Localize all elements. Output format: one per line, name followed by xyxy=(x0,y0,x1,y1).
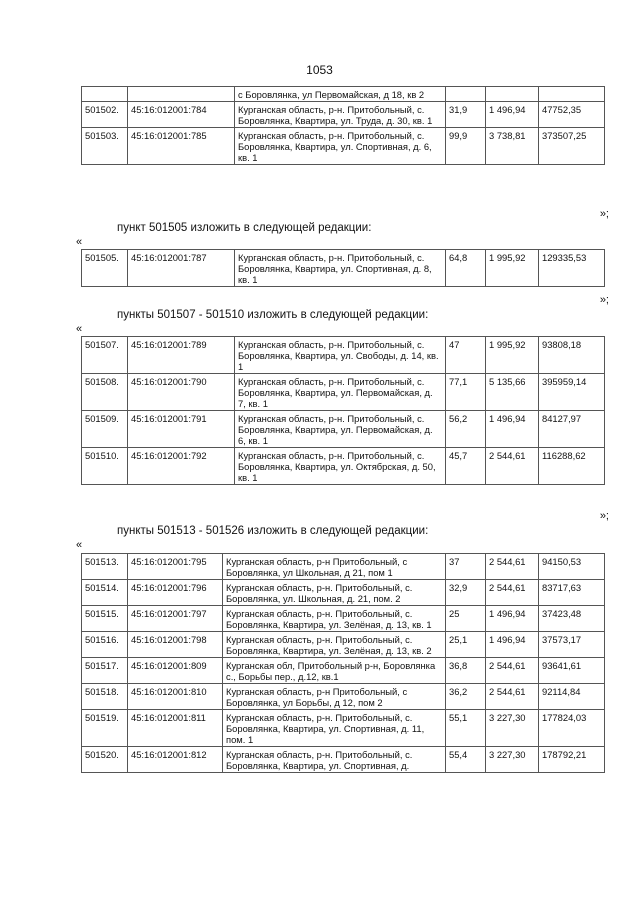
cell-area: 56,2 xyxy=(446,411,486,448)
table-row xyxy=(82,658,605,684)
cell-address: Курганская область, р-н. Притобольный, с. Боровлянка, Квартира, ул. Спортивная, д. xyxy=(223,747,446,773)
cell-value: 92114,84 xyxy=(539,684,605,710)
cell-number: 501509. xyxy=(82,411,128,448)
cell-number: 501516. xyxy=(82,632,128,658)
table-row xyxy=(82,102,605,128)
cell-cadastral xyxy=(128,87,235,102)
cell-rate: 1 995,92 xyxy=(486,250,539,287)
cell-number: 501513. xyxy=(82,554,128,580)
cell-area: 36,8 xyxy=(446,658,486,684)
amendment-instruction: пункт 501505 изложить в следующей редакции: xyxy=(117,222,372,234)
cell-rate: 2 544,61 xyxy=(486,448,539,485)
cell-address: Курганская область, р-н. Притобольный, с. Боровлянка, Квартира, ул. Зелёная, д. 13, кв. 2 xyxy=(223,632,446,658)
cell-number: 501514. xyxy=(82,580,128,606)
cell-area: 25 xyxy=(446,606,486,632)
cell-value: 93808,18 xyxy=(539,337,605,374)
cell-value: 37573,17 xyxy=(539,632,605,658)
cell-rate: 1 496,94 xyxy=(486,102,539,128)
cell-value: 373507,25 xyxy=(539,128,605,165)
cell-number: 501515. xyxy=(82,606,128,632)
opening-quote: « xyxy=(76,236,83,248)
cell-value: 94150,53 xyxy=(539,554,605,580)
cell-rate: 5 135,66 xyxy=(486,374,539,411)
cell-area: 99,9 xyxy=(446,128,486,165)
cell-address: Курганская обл, Притобольный р-н, Боровлянка с., Борьбы пер., д.12, кв.1 xyxy=(223,658,446,684)
cell-cadastral: 45:16:012001:792 xyxy=(128,448,235,485)
cell-value xyxy=(539,87,605,102)
cell-area xyxy=(446,87,486,102)
cell-address: Курганская область, р-н. Притобольный, с. Боровлянка, Квартира, ул. Октябрская, д. 50, кв. 1 xyxy=(235,448,446,485)
cell-rate: 2 544,61 xyxy=(486,658,539,684)
cell-value: 47752,35 xyxy=(539,102,605,128)
cell-value: 83717,63 xyxy=(539,580,605,606)
table-row xyxy=(82,448,605,485)
cell-cadastral: 45:16:012001:789 xyxy=(128,337,235,374)
cell-number: 501518. xyxy=(82,684,128,710)
cell-cadastral: 45:16:012001:787 xyxy=(128,250,235,287)
opening-quote: « xyxy=(76,539,83,551)
cell-value: 178792,21 xyxy=(539,747,605,773)
cell-number: 501505. xyxy=(82,250,128,287)
cell-value: 395959,14 xyxy=(539,374,605,411)
cell-address: с Боровлянка, ул Первомайская, д 18, кв 2 xyxy=(235,87,446,102)
cell-rate: 1 496,94 xyxy=(486,632,539,658)
table-row xyxy=(82,554,605,580)
register-table-3 xyxy=(81,336,605,485)
cell-number: 501520. xyxy=(82,747,128,773)
cell-number: 501510. xyxy=(82,448,128,485)
cell-rate: 3 227,30 xyxy=(486,710,539,747)
table-row xyxy=(82,632,605,658)
cell-rate: 2 544,61 xyxy=(486,684,539,710)
cell-address: Курганская область, р-н Притобольный, с Боровлянка, ул Школьная, д 21, пом 1 xyxy=(223,554,446,580)
register-table-2 xyxy=(81,249,605,287)
cell-area: 47 xyxy=(446,337,486,374)
cell-cadastral: 45:16:012001:791 xyxy=(128,411,235,448)
cell-rate: 1 496,94 xyxy=(486,411,539,448)
cell-value: 129335,53 xyxy=(539,250,605,287)
cell-cadastral: 45:16:012001:785 xyxy=(128,128,235,165)
cell-address: Курганская область, р-н Притобольный, с Боровлянка, ул Борьбы, д 12, пом 2 xyxy=(223,684,446,710)
cell-rate: 2 544,61 xyxy=(486,580,539,606)
cell-rate: 3 227,30 xyxy=(486,747,539,773)
cell-address: Курганская область, р-н. Притобольный, с. Боровлянка, Квартира, ул. Спортивная, д. 6, кв. 1 xyxy=(235,128,446,165)
cell-area: 36,2 xyxy=(446,684,486,710)
cell-cadastral: 45:16:012001:796 xyxy=(128,580,223,606)
table-row xyxy=(82,87,605,102)
page-number: 1053 xyxy=(306,63,333,77)
cell-cadastral: 45:16:012001:810 xyxy=(128,684,223,710)
cell-area: 45,7 xyxy=(446,448,486,485)
cell-rate: 3 738,81 xyxy=(486,128,539,165)
cell-rate: 2 544,61 xyxy=(486,554,539,580)
cell-value: 116288,62 xyxy=(539,448,605,485)
cell-value: 84127,97 xyxy=(539,411,605,448)
register-table-4 xyxy=(81,553,605,773)
opening-quote: « xyxy=(76,323,83,335)
cell-area: 31,9 xyxy=(446,102,486,128)
table-row xyxy=(82,710,605,747)
cell-number xyxy=(82,87,128,102)
amendment-instruction: пункты 501513 - 501526 изложить в следующей редакции: xyxy=(117,525,429,537)
cell-cadastral: 45:16:012001:809 xyxy=(128,658,223,684)
cell-rate: 1 496,94 xyxy=(486,606,539,632)
cell-value: 93641,61 xyxy=(539,658,605,684)
cell-value: 37423,48 xyxy=(539,606,605,632)
closing-quote: »; xyxy=(599,208,609,220)
table-row xyxy=(82,374,605,411)
table-row xyxy=(82,580,605,606)
table-row xyxy=(82,606,605,632)
cell-cadastral: 45:16:012001:784 xyxy=(128,102,235,128)
cell-area: 25,1 xyxy=(446,632,486,658)
table-row xyxy=(82,128,605,165)
cell-rate: 1 995,92 xyxy=(486,337,539,374)
cell-cadastral: 45:16:012001:797 xyxy=(128,606,223,632)
closing-quote: »; xyxy=(599,294,609,306)
cell-address: Курганская область, р-н. Притобольный, с. Боровлянка, Квартира, ул. Первомайская, д. 6, кв. 1 xyxy=(235,411,446,448)
amendment-instruction: пункты 501507 - 501510 изложить в следующей редакции: xyxy=(117,309,429,321)
cell-number: 501502. xyxy=(82,102,128,128)
cell-address: Курганская область, р-н. Притобольный, с. Боровлянка, Квартира, ул. Труда, д. 30, кв. 1 xyxy=(235,102,446,128)
cell-cadastral: 45:16:012001:811 xyxy=(128,710,223,747)
cell-area: 55,1 xyxy=(446,710,486,747)
cell-rate xyxy=(486,87,539,102)
cell-address: Курганская область, р-н. Притобольный, с. Боровлянка, Квартира, ул. Первомайская, д. 7, кв. 1 xyxy=(235,374,446,411)
cell-value: 177824,03 xyxy=(539,710,605,747)
cell-address: Курганская область, р-н. Притобольный, с. Боровлянка, Квартира, ул. Свободы, д. 14, кв. 1 xyxy=(235,337,446,374)
cell-area: 64,8 xyxy=(446,250,486,287)
cell-cadastral: 45:16:012001:790 xyxy=(128,374,235,411)
cell-number: 501508. xyxy=(82,374,128,411)
cell-cadastral: 45:16:012001:795 xyxy=(128,554,223,580)
cell-number: 501517. xyxy=(82,658,128,684)
table-row xyxy=(82,411,605,448)
cell-area: 77,1 xyxy=(446,374,486,411)
table-row xyxy=(82,684,605,710)
cell-address: Курганская область, р-н. Притобольный, с. Боровлянка, ул. Школьная, д. 21, пом. 2 xyxy=(223,580,446,606)
cell-area: 55,4 xyxy=(446,747,486,773)
cell-address: Курганская область, р-н. Притобольный, с. Боровлянка, Квартира, ул. Спортивная, д. 11, пом. 1 xyxy=(223,710,446,747)
table-row xyxy=(82,337,605,374)
register-table-1 xyxy=(81,86,605,165)
cell-address: Курганская область, р-н. Притобольный, с. Боровлянка, Квартира, ул. Спортивная, д. 8, кв. 1 xyxy=(235,250,446,287)
cell-number: 501503. xyxy=(82,128,128,165)
table-row xyxy=(82,747,605,773)
cell-cadastral: 45:16:012001:812 xyxy=(128,747,223,773)
cell-area: 32,9 xyxy=(446,580,486,606)
cell-cadastral: 45:16:012001:798 xyxy=(128,632,223,658)
cell-number: 501519. xyxy=(82,710,128,747)
cell-number: 501507. xyxy=(82,337,128,374)
table-row xyxy=(82,250,605,287)
cell-area: 37 xyxy=(446,554,486,580)
cell-address: Курганская область, р-н. Притобольный, с. Боровлянка, Квартира, ул. Зелёная, д. 13, кв. 1 xyxy=(223,606,446,632)
closing-quote: »; xyxy=(599,510,609,522)
